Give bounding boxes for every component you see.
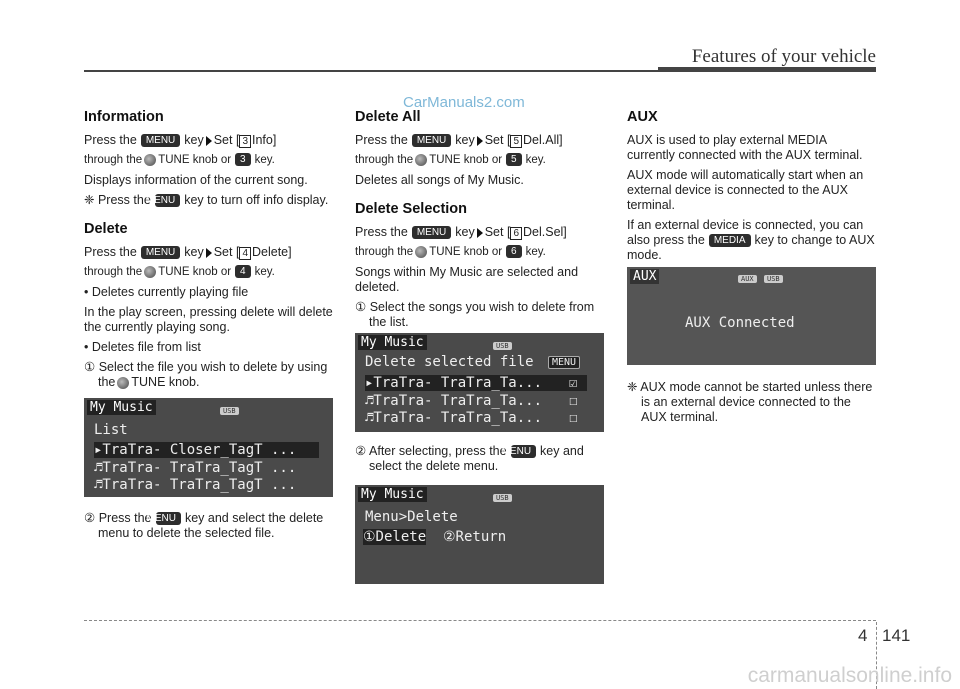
menu-key: MENU (412, 134, 451, 147)
screen-line: ♬TraTra- TraTra_Ta... (365, 393, 543, 409)
delete-sel-through: through the TUNE knob or 6 key. (355, 246, 546, 258)
screen-line: Menu>Delete (365, 509, 458, 525)
checkbox-icon: ☐ (569, 410, 578, 426)
menu-tag: MENU (548, 356, 580, 369)
delete-para: In the play screen, pressing delete will delete the currently playing song. (84, 305, 333, 334)
usb-badge: USB (493, 342, 512, 350)
media-key: MEDIA (709, 234, 751, 247)
tune-knob-icon (144, 154, 156, 166)
num-key: 5 (506, 153, 522, 166)
delete-sel-press: Press the MENU key Set [ 6 Del.Sel] (355, 225, 567, 239)
aux-heading: AUX (627, 109, 658, 125)
information-press: Press the MENU key Set [ 3 Info] (84, 133, 277, 147)
screen-line: ♬TraTra- TraTra_Ta... (365, 410, 543, 426)
usb-badge: USB (764, 275, 783, 283)
checkbox-icon: ☐ (569, 393, 578, 409)
aux-connected-message: AUX Connected (685, 315, 795, 331)
footer-watermark: carmanualsonline.info (747, 664, 952, 687)
delete-bullet-2: • Deletes file from list (84, 340, 201, 354)
delete-sel-step-2-block (355, 444, 605, 479)
watermark: CarManuals2.com (403, 94, 525, 111)
screen-list (84, 398, 333, 497)
tune-knob-icon (144, 266, 156, 278)
arrow-icon (206, 136, 212, 146)
screen-title: My Music (358, 487, 427, 502)
information-heading: Information (84, 109, 164, 125)
delete-sel-step-2: ② After selecting, press theMENU key and select the delete menu. (355, 444, 584, 473)
column-1 (84, 110, 334, 395)
checkbox-checked-icon: ☑ (569, 375, 578, 391)
aux-p3: If an external device is connected, you can also press the MEDIA key to change to AUX mode. (627, 218, 875, 262)
aux-badge: AUX (738, 275, 757, 283)
screen-line: Delete selected file (365, 354, 534, 370)
screen-title: My Music (358, 335, 427, 350)
tune-knob-icon (117, 377, 129, 389)
num-key: 3 (235, 153, 251, 166)
screen-line: List (94, 422, 128, 438)
delete-all-press: Press the MENU key Set [ 5 Del.All] (355, 133, 563, 147)
information-note: ❈ Press theMENU key to turn off info display. (84, 193, 329, 207)
screen-aux (627, 267, 876, 365)
screen-line-selected: ▸TraTra- TraTra_Ta... (365, 375, 587, 391)
screen-line: ♬TraTra- TraTra_TagT ... (94, 460, 297, 476)
aux-note: ❈ AUX mode cannot be started unless there is an external device connected to the AUX terminal. (627, 380, 873, 424)
delete-heading: Delete (84, 221, 128, 237)
aux-p2: AUX mode will automatically start when an external device is connected to the AUX terminal. (627, 168, 864, 212)
arrow-icon (206, 248, 212, 258)
num-key: 4 (235, 265, 251, 278)
delete-step-2-block (84, 511, 334, 546)
screen-delete-selected (355, 333, 604, 432)
delete-selection-heading: Delete Selection (355, 201, 468, 217)
screen-line-selected: ▸TraTra- Closer_TagT ... (94, 442, 319, 458)
page-number: 141 (882, 626, 911, 645)
delete-through: through the TUNE knob or 4 key. (84, 266, 275, 278)
footer-rule (84, 620, 876, 621)
delete-all-desc: Deletes all songs of My Music. (355, 173, 524, 187)
screen-title: AUX (630, 269, 659, 284)
menu-key: MENU (141, 246, 180, 259)
delete-sel-desc: Songs within My Music are selected and deleted. (355, 265, 579, 294)
section-title: Features of your vehicle (691, 46, 876, 67)
screen-line: ♬TraTra- TraTra_TagT ... (94, 477, 297, 493)
menu-key: MENU (155, 194, 180, 207)
arrow-icon (477, 136, 483, 146)
usb-badge: USB (220, 407, 239, 415)
aux-p1: AUX is used to play external MEDIA currently connected with the AUX terminal. (627, 133, 863, 162)
delete-step-1: ① Select the file you wish to delete by using the TUNE knob. (84, 360, 328, 389)
menu-key: MENU (156, 512, 181, 525)
delete-all-heading: Delete All (355, 109, 421, 125)
screen-menu-delete (355, 485, 604, 584)
usb-badge: USB (493, 494, 512, 502)
chapter-number: 4 (858, 626, 868, 645)
tune-knob-icon (415, 246, 427, 258)
number-box: 6 (510, 227, 522, 240)
information-desc: Displays information of the current song. (84, 173, 308, 187)
return-option: ②Return (443, 529, 507, 545)
menu-key: MENU (412, 226, 451, 239)
screen-title: My Music (87, 400, 156, 415)
delete-step-2: ② Press theMENU key and select the delete menu to delete the selected file. (84, 511, 324, 540)
header-bar (658, 67, 876, 72)
number-box: 3 (239, 135, 251, 148)
column-2 (355, 110, 605, 335)
column-3 (627, 110, 877, 268)
number-box: 4 (239, 247, 251, 260)
delete-bullet-1: • Deletes currently playing file (84, 285, 249, 299)
menu-key: MENU (141, 134, 180, 147)
information-through: through the TUNE knob or 3 key. (84, 154, 275, 166)
delete-press: Press the MENU key Set [ 4 Delete] (84, 245, 292, 259)
num-key: 6 (506, 245, 522, 258)
tune-knob-icon (415, 154, 427, 166)
delete-all-through: through the TUNE knob or 5 key. (355, 154, 546, 166)
menu-key: MENU (511, 445, 536, 458)
delete-option: ①Delete (363, 529, 427, 545)
arrow-icon (477, 228, 483, 238)
aux-note-block (627, 380, 877, 430)
delete-sel-step-1: ① Select the songs you wish to delete from the list. (355, 300, 595, 329)
number-box: 5 (510, 135, 522, 148)
